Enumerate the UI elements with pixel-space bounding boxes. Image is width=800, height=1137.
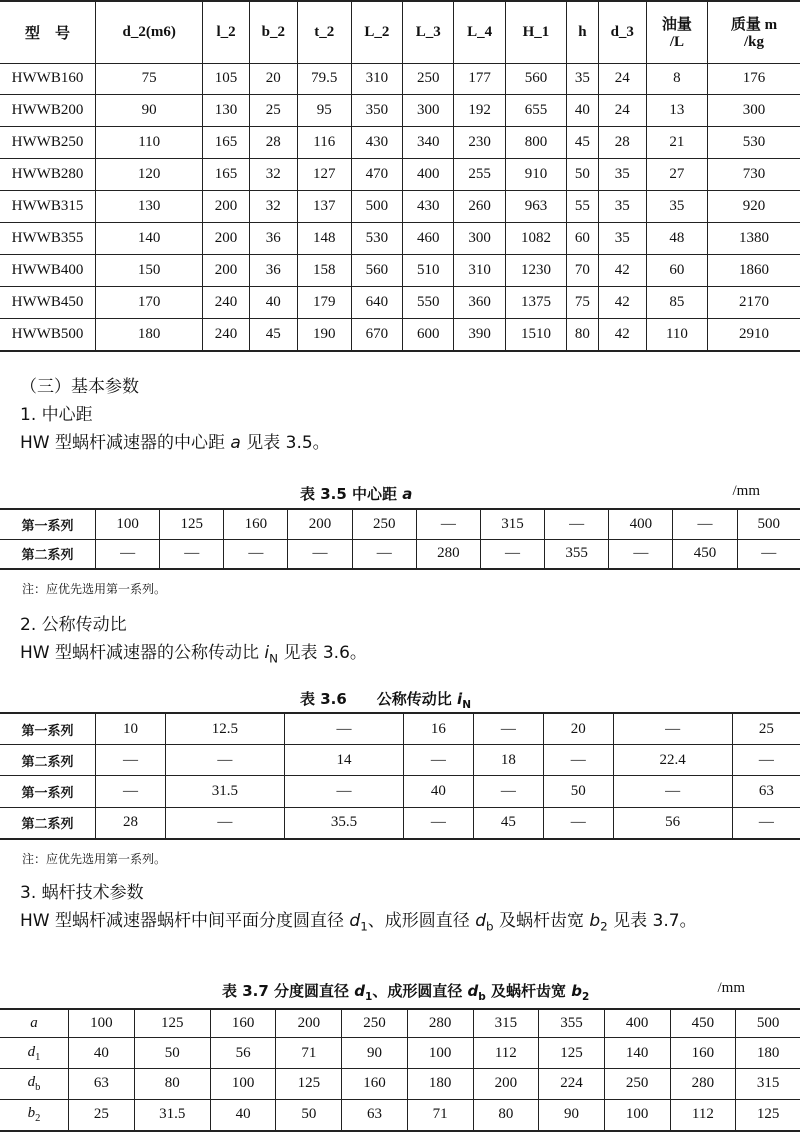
table-cell: 14: [284, 745, 403, 776]
table-row: [0, 127, 800, 159]
table-cell: 165: [203, 127, 249, 159]
table-cell: —: [165, 807, 284, 839]
table-3-6-note: 注：应优先选用第一系列。: [22, 852, 167, 866]
table-3-5-unit: /mm: [732, 483, 760, 499]
table-cell: 80: [567, 318, 599, 351]
table-cell: 1860: [708, 254, 800, 286]
table-row: [0, 254, 800, 286]
table-cell: 510: [403, 254, 454, 286]
table-cell: 550: [403, 286, 454, 318]
column-header: 质量 m /kg: [708, 1, 800, 63]
table-cell: 32: [249, 191, 297, 223]
table-cell: 170: [96, 286, 203, 318]
s3-heading: 3. 蜗杆技术参数: [20, 883, 144, 903]
table-cell: 200: [203, 191, 249, 223]
table-cell: 355: [545, 539, 609, 569]
table-cell: 80: [473, 1099, 539, 1131]
table-cell: 310: [454, 254, 505, 286]
table-cell: 670: [351, 318, 402, 351]
table-cell: 180: [736, 1038, 800, 1069]
table-cell: 130: [96, 191, 203, 223]
table-cell: 35: [646, 191, 707, 223]
table-cell: —: [543, 745, 613, 776]
table-cell: 112: [473, 1038, 539, 1069]
table-cell: 71: [407, 1099, 473, 1131]
table-cell: 360: [454, 286, 505, 318]
table-row: [0, 807, 800, 839]
table-cell: 36: [249, 222, 297, 254]
column-header: d_2(m6): [96, 1, 203, 63]
table-cell: —: [613, 713, 732, 745]
table-cell: 40: [403, 776, 473, 807]
table-cell: 530: [708, 127, 800, 159]
column-header: L_4: [454, 1, 505, 63]
table-cell: —: [416, 509, 480, 539]
table-cell: 50: [567, 159, 599, 191]
table-cell: 22.4: [613, 745, 732, 776]
table-cell: 35: [598, 222, 646, 254]
table-cell: —: [609, 539, 673, 569]
table-cell: 250: [352, 509, 416, 539]
table-cell: 100: [210, 1068, 276, 1099]
table-row: [0, 222, 800, 254]
table-cell: 112: [670, 1099, 736, 1131]
table-cell: 180: [407, 1068, 473, 1099]
table-row: [0, 191, 800, 223]
table-cell: 21: [646, 127, 707, 159]
table-cell: —: [473, 776, 543, 807]
table-3-7-title: 表 3.7 分度圆直径 $d_1$、成形圆直径 $d_b$ 及蜗杆齿宽 $b_2$: [222, 982, 590, 1003]
table-cell: 176: [708, 63, 800, 95]
table-cell: 250: [604, 1068, 670, 1099]
s1-heading: 1. 中心距: [20, 405, 93, 425]
table-cell: 50: [276, 1099, 342, 1131]
table-cell: —: [284, 776, 403, 807]
s3-text: HW 型蜗杆减速器蜗杆中间平面分度圆直径 $d_1$、成形圆直径 $d_b$ 及蜗杆齿宽 $b_2$ 见表 3.7。: [20, 911, 697, 934]
table-cell: 240: [203, 318, 249, 351]
header-row: [0, 1, 800, 63]
table-cell: 36: [249, 254, 297, 286]
table-cell: 140: [604, 1038, 670, 1069]
table-cell: —: [160, 539, 224, 569]
table-row: [0, 539, 800, 569]
table-cell: 250: [403, 63, 454, 95]
table-cell: 35: [598, 159, 646, 191]
table-row: [0, 509, 800, 539]
table-cell: 100: [69, 1009, 135, 1038]
row-label: $b_2$: [27, 1105, 41, 1125]
table-cell: 190: [297, 318, 351, 351]
table-cell: 500: [351, 191, 402, 223]
table-cell: 75: [567, 286, 599, 318]
table-cell: 165: [203, 159, 249, 191]
table-row: [0, 318, 800, 351]
table-cell: 18: [473, 745, 543, 776]
row-label: 第一系列: [21, 786, 74, 802]
table-cell: 10: [96, 713, 166, 745]
table-row: [0, 1009, 800, 1038]
table-cell: 600: [403, 318, 454, 351]
table-cell: 28: [96, 807, 166, 839]
table-cell: 224: [539, 1068, 605, 1099]
table-cell: 1375: [505, 286, 566, 318]
table-cell: 450: [673, 539, 737, 569]
table-cell: —: [403, 745, 473, 776]
table-cell: 340: [403, 127, 454, 159]
table-cell: 42: [598, 318, 646, 351]
table-cell: 50: [134, 1038, 210, 1069]
table-cell: 180: [96, 318, 203, 351]
row-label: HWWB280: [11, 166, 84, 183]
table-cell: 35: [598, 191, 646, 223]
table-cell: 655: [505, 95, 566, 127]
table-cell: 560: [505, 63, 566, 95]
table-cell: 140: [96, 222, 203, 254]
table-cell: 179: [297, 286, 351, 318]
table-cell: 95: [297, 95, 351, 127]
table-cell: 116: [297, 127, 351, 159]
table-cell: 90: [342, 1038, 408, 1069]
table-cell: 963: [505, 191, 566, 223]
table-cell: 45: [567, 127, 599, 159]
table-cell: 110: [96, 127, 203, 159]
table-cell: 1380: [708, 222, 800, 254]
table-cell: 40: [69, 1038, 135, 1069]
table-row: [0, 159, 800, 191]
table-cell: 79.5: [297, 63, 351, 95]
column-header: L_3: [403, 1, 454, 63]
table-cell: 55: [567, 191, 599, 223]
table-cell: 31.5: [165, 776, 284, 807]
row-label: $d_b$: [27, 1074, 41, 1094]
table-cell: 160: [342, 1068, 408, 1099]
table-cell: —: [96, 539, 160, 569]
table-cell: 40: [249, 286, 297, 318]
table-cell: 70: [567, 254, 599, 286]
table-cell: 63: [342, 1099, 408, 1131]
table-cell: 85: [646, 286, 707, 318]
table-cell: 28: [598, 127, 646, 159]
table-cell: 28: [249, 127, 297, 159]
table-cell: 390: [454, 318, 505, 351]
table-cell: 24: [598, 95, 646, 127]
table-cell: 63: [69, 1068, 135, 1099]
table-3-5-title: 表 3.5 中心距 a: [300, 485, 413, 503]
table-cell: —: [96, 745, 166, 776]
row-label: HWWB250: [11, 134, 84, 151]
row-label: HWWB400: [11, 261, 84, 278]
table-cell: —: [288, 539, 352, 569]
row-label: $d_1$: [27, 1043, 41, 1063]
column-header: b_2: [249, 1, 297, 63]
table-cell: 450: [670, 1009, 736, 1038]
table-cell: 400: [604, 1009, 670, 1038]
table-cell: 160: [670, 1038, 736, 1069]
row-label: a: [30, 1015, 38, 1032]
table-3-5-note: 注：应优先选用第一系列。: [22, 582, 167, 596]
table-cell: 350: [351, 95, 402, 127]
column-header: d_3: [598, 1, 646, 63]
table-cell: 40: [567, 95, 599, 127]
table-row: [0, 776, 800, 807]
column-header: l_2: [203, 1, 249, 63]
row-label: 第一系列: [21, 518, 74, 534]
table-cell: 12.5: [165, 713, 284, 745]
table-cell: 1510: [505, 318, 566, 351]
table-cell: 400: [403, 159, 454, 191]
table-cell: 125: [160, 509, 224, 539]
table-cell: —: [732, 745, 800, 776]
table-cell: 730: [708, 159, 800, 191]
table-cell: 280: [416, 539, 480, 569]
table-cell: —: [473, 713, 543, 745]
table-cell: 300: [454, 222, 505, 254]
table-cell: —: [165, 745, 284, 776]
table-cell: 315: [736, 1068, 800, 1099]
table-cell: 13: [646, 95, 707, 127]
table-row: [0, 286, 800, 318]
table-cell: 60: [646, 254, 707, 286]
table-cell: 137: [297, 191, 351, 223]
table-cell: 35: [567, 63, 599, 95]
table-cell: 200: [288, 509, 352, 539]
table-cell: 100: [407, 1038, 473, 1069]
table-cell: 910: [505, 159, 566, 191]
table-cell: 300: [403, 95, 454, 127]
table-cell: 42: [598, 254, 646, 286]
table-cell: 192: [454, 95, 505, 127]
table-cell: 45: [249, 318, 297, 351]
table-cell: 158: [297, 254, 351, 286]
table-cell: 250: [342, 1009, 408, 1038]
row-label: HWWB200: [11, 102, 84, 119]
table-cell: 2910: [708, 318, 800, 351]
table-cell: 42: [598, 286, 646, 318]
table-cell: 280: [407, 1009, 473, 1038]
table-cell: 150: [96, 254, 203, 286]
table-cell: 530: [351, 222, 402, 254]
row-label: 第二系列: [21, 548, 74, 564]
table-cell: 71: [276, 1038, 342, 1069]
table-cell: 8: [646, 63, 707, 95]
table-cell: 31.5: [134, 1099, 210, 1131]
table-cell: 500: [737, 509, 800, 539]
table-cell: 40: [210, 1099, 276, 1131]
table-cell: 300: [708, 95, 800, 127]
table-cell: 56: [210, 1038, 276, 1069]
table-cell: 430: [351, 127, 402, 159]
worm-params-table: [0, 1008, 800, 1132]
row-label: 第一系列: [21, 723, 74, 739]
table-cell: —: [352, 539, 416, 569]
table-cell: 310: [351, 63, 402, 95]
table-cell: —: [403, 807, 473, 839]
table-cell: 400: [609, 509, 673, 539]
table-3-6-title: 表 3.6 公称传动比 $i_N$: [300, 690, 471, 711]
table-cell: —: [545, 509, 609, 539]
table-cell: 125: [736, 1099, 800, 1131]
table-cell: 48: [646, 222, 707, 254]
table-cell: —: [543, 807, 613, 839]
column-header: 油量 /L: [646, 1, 707, 63]
table-cell: 160: [224, 509, 288, 539]
table-cell: 16: [403, 713, 473, 745]
column-header: 型 号: [24, 25, 70, 42]
table-row: [0, 63, 800, 95]
table-3-7-unit: /mm: [717, 980, 745, 996]
table-cell: 920: [708, 191, 800, 223]
section-heading: （三）基本参数: [20, 377, 139, 397]
table-row: [0, 1038, 800, 1069]
table-cell: 355: [539, 1009, 605, 1038]
table-cell: 255: [454, 159, 505, 191]
table-cell: 90: [539, 1099, 605, 1131]
table-cell: 160: [210, 1009, 276, 1038]
table-cell: 240: [203, 286, 249, 318]
table-cell: 63: [732, 776, 800, 807]
table-cell: —: [284, 713, 403, 745]
column-header: H_1: [505, 1, 566, 63]
s2-heading: 2. 公称传动比: [20, 615, 127, 635]
table-cell: 640: [351, 286, 402, 318]
dimensions-table: [0, 0, 800, 352]
table-cell: 2170: [708, 286, 800, 318]
table-cell: —: [732, 807, 800, 839]
table-cell: 1230: [505, 254, 566, 286]
row-label: HWWB500: [11, 325, 84, 342]
table-row: [0, 1099, 800, 1131]
table-cell: 200: [276, 1009, 342, 1038]
table-cell: 20: [249, 63, 297, 95]
table-cell: —: [613, 776, 732, 807]
row-label: HWWB160: [11, 70, 84, 87]
table-cell: 125: [276, 1068, 342, 1099]
table-cell: 110: [646, 318, 707, 351]
column-header: h: [567, 1, 599, 63]
table-cell: 90: [96, 95, 203, 127]
table-cell: 120: [96, 159, 203, 191]
table-cell: 460: [403, 222, 454, 254]
row-label: 第二系列: [21, 754, 74, 770]
table-cell: 130: [203, 95, 249, 127]
table-cell: 127: [297, 159, 351, 191]
table-cell: 75: [96, 63, 203, 95]
table-cell: 80: [134, 1068, 210, 1099]
table-cell: 50: [543, 776, 613, 807]
table-cell: —: [480, 539, 544, 569]
table-row: [0, 95, 800, 127]
ratio-table: [0, 712, 800, 840]
table-cell: 430: [403, 191, 454, 223]
table-row: [0, 1068, 800, 1099]
table-cell: 148: [297, 222, 351, 254]
table-cell: 125: [539, 1038, 605, 1069]
table-cell: 560: [351, 254, 402, 286]
table-cell: —: [737, 539, 800, 569]
table-cell: 125: [134, 1009, 210, 1038]
table-cell: 470: [351, 159, 402, 191]
table-cell: 35.5: [284, 807, 403, 839]
table-cell: 56: [613, 807, 732, 839]
table-cell: 800: [505, 127, 566, 159]
column-header: t_2: [297, 1, 351, 63]
table-row: [0, 713, 800, 745]
table-cell: —: [673, 509, 737, 539]
table-cell: 25: [732, 713, 800, 745]
table-cell: 315: [473, 1009, 539, 1038]
table-cell: 280: [670, 1068, 736, 1099]
row-label: 第二系列: [21, 817, 74, 833]
table-cell: 100: [96, 509, 160, 539]
table-cell: 230: [454, 127, 505, 159]
table-row: [0, 745, 800, 776]
table-cell: 200: [203, 222, 249, 254]
table-cell: 100: [604, 1099, 670, 1131]
table-cell: 25: [249, 95, 297, 127]
table-cell: —: [224, 539, 288, 569]
table-cell: 27: [646, 159, 707, 191]
table-cell: 200: [203, 254, 249, 286]
center-distance-table: [0, 508, 800, 570]
row-label: HWWB315: [11, 198, 84, 214]
row-label: HWWB355: [11, 229, 84, 246]
table-cell: 105: [203, 63, 249, 95]
table-cell: 315: [480, 509, 544, 539]
table-cell: 20: [543, 713, 613, 745]
table-cell: 45: [473, 807, 543, 839]
table-cell: 25: [69, 1099, 135, 1131]
table-cell: 24: [598, 63, 646, 95]
s2-text: HW 型蜗杆减速器的公称传动比 $i_N$ 见表 3.6。: [20, 643, 367, 666]
row-label: HWWB450: [11, 293, 84, 310]
column-header: L_2: [351, 1, 402, 63]
table-cell: 500: [736, 1009, 800, 1038]
table-cell: 32: [249, 159, 297, 191]
s1-text: HW 型蜗杆减速器的中心距 a 见表 3.5。: [20, 433, 330, 453]
table-cell: 200: [473, 1068, 539, 1099]
table-cell: 60: [567, 222, 599, 254]
table-cell: —: [96, 776, 166, 807]
table-cell: 177: [454, 63, 505, 95]
table-cell: 1082: [505, 222, 566, 254]
table-cell: 260: [454, 191, 505, 223]
